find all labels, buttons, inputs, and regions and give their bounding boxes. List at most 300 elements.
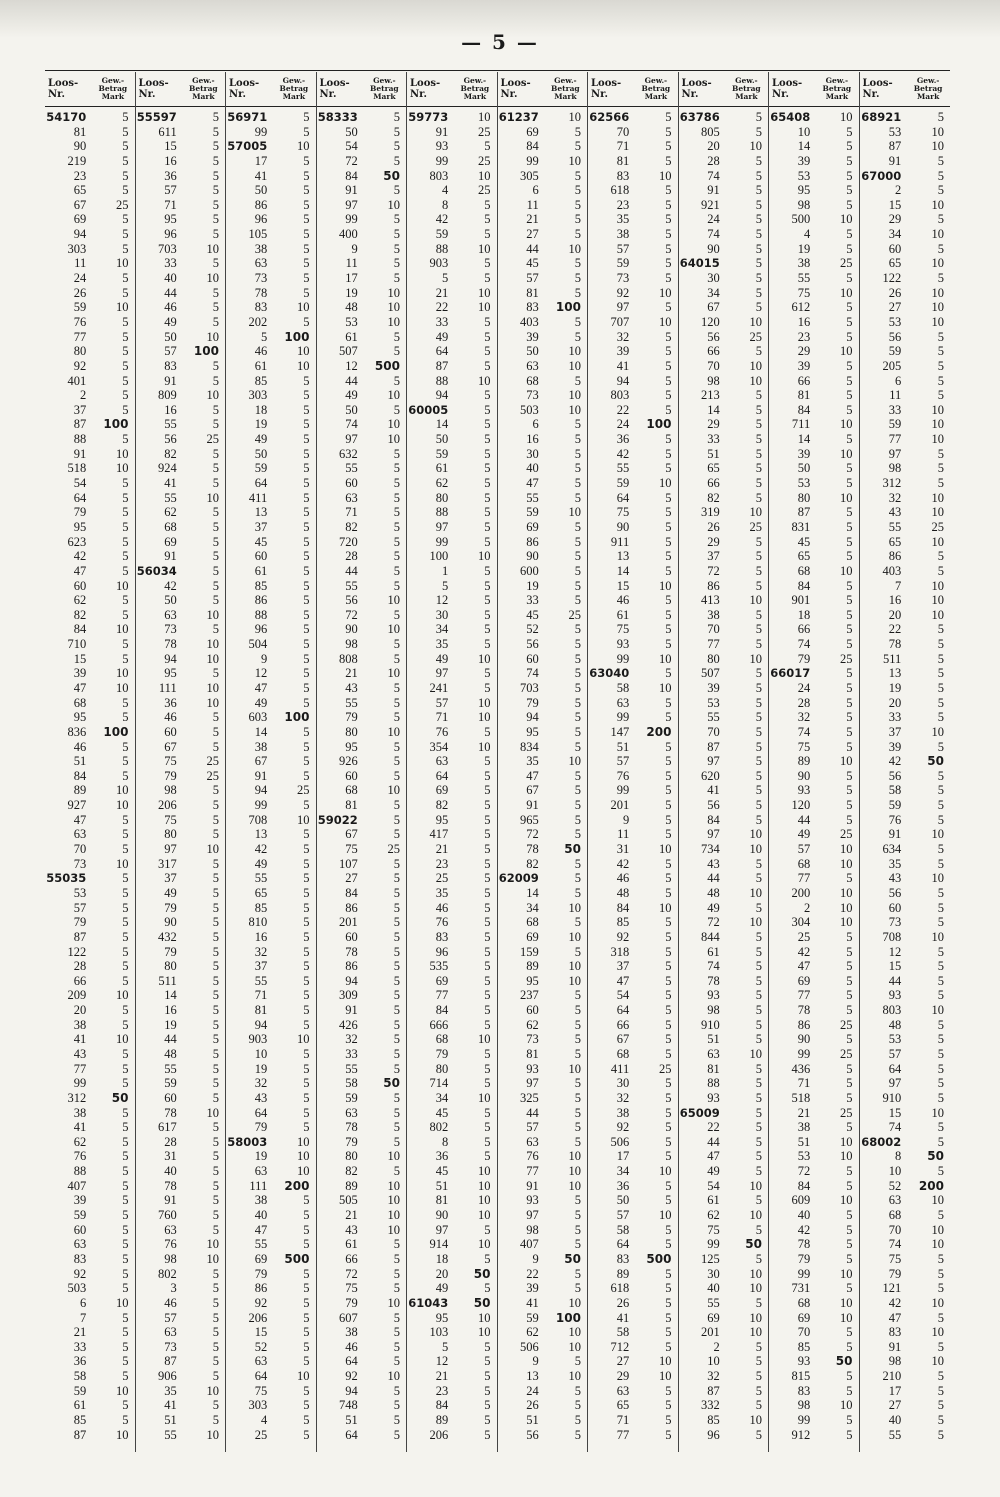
table-row bbox=[588, 725, 678, 740]
lot-number: 77 bbox=[526, 1164, 539, 1179]
prize-amount: 5 bbox=[755, 988, 762, 1003]
prize-amount: 5 bbox=[755, 607, 762, 622]
prize-amount: 5 bbox=[755, 929, 762, 944]
prize-amount: 10 bbox=[477, 739, 491, 754]
lot-number: 12 bbox=[345, 358, 358, 373]
table-row bbox=[226, 505, 316, 520]
prize-amount: 5 bbox=[846, 973, 853, 988]
prize-amount: 5 bbox=[303, 446, 310, 461]
prize-amount: 5 bbox=[212, 871, 219, 886]
table-row bbox=[45, 359, 135, 374]
lot-number: 33 bbox=[707, 432, 720, 447]
lot-number: 710 bbox=[67, 637, 87, 652]
lot-number: 71 bbox=[254, 988, 268, 1003]
table-row bbox=[588, 330, 678, 345]
prize-amount: 5 bbox=[846, 1427, 853, 1442]
table-row bbox=[226, 564, 316, 579]
table-row bbox=[769, 1179, 859, 1194]
lot-number: 99 bbox=[797, 1413, 811, 1428]
prize-amount: 50 bbox=[111, 1090, 129, 1105]
lot-number: 53 bbox=[888, 1032, 902, 1047]
prize-amount: 5 bbox=[574, 739, 581, 754]
prize-amount: 10 bbox=[931, 432, 944, 447]
prize-amount: 5 bbox=[846, 1413, 853, 1428]
lot-number: 19 bbox=[345, 285, 358, 300]
prize-amount: 5 bbox=[846, 798, 853, 813]
lot-number: 46 bbox=[254, 344, 268, 359]
table-row bbox=[226, 1135, 316, 1150]
lot-number: 100 bbox=[429, 549, 449, 564]
table-row bbox=[136, 593, 226, 608]
prize-amount: 5 bbox=[574, 798, 581, 813]
header-gew-betrag: Gew.- Betrag Mark bbox=[370, 76, 399, 101]
lot-number: 70 bbox=[616, 124, 630, 139]
lot-number: 68 bbox=[345, 783, 358, 798]
lot-number: 432 bbox=[157, 929, 177, 944]
prize-amount: 10 bbox=[568, 900, 581, 915]
prize-amount: 5 bbox=[937, 798, 944, 813]
table-row bbox=[498, 271, 588, 286]
lot-number: 59 bbox=[526, 505, 539, 520]
table-row bbox=[45, 461, 135, 476]
prize-amount: 5 bbox=[303, 549, 310, 564]
prize-amount: 5 bbox=[212, 505, 219, 520]
table-row bbox=[588, 403, 678, 418]
table-row bbox=[45, 198, 135, 213]
table-row bbox=[136, 974, 226, 989]
table-row bbox=[407, 447, 497, 462]
lot-number: 75 bbox=[797, 285, 811, 300]
prize-amount: 5 bbox=[212, 1164, 219, 1179]
lot-number: 47 bbox=[616, 973, 630, 988]
lot-number: 70 bbox=[73, 842, 87, 857]
prize-amount: 5 bbox=[393, 1398, 400, 1413]
prize-amount: 5 bbox=[665, 256, 672, 271]
table-row bbox=[588, 1164, 678, 1179]
prize-amount: 10 bbox=[115, 1295, 129, 1310]
prize-amount: 5 bbox=[937, 1369, 944, 1384]
prize-amount: 5 bbox=[122, 1208, 129, 1223]
table-row bbox=[769, 1120, 859, 1135]
prize-amount: 5 bbox=[212, 929, 219, 944]
prize-amount: 5 bbox=[303, 973, 310, 988]
lot-number: 49 bbox=[797, 827, 811, 842]
lot-number: 809 bbox=[157, 388, 177, 403]
lot-number: 75 bbox=[888, 1251, 902, 1266]
table-row bbox=[226, 1398, 316, 1413]
lot-number: 63 bbox=[345, 1105, 358, 1120]
prize-amount: 5 bbox=[393, 1237, 400, 1252]
lot-number: 79 bbox=[73, 505, 87, 520]
prize-amount: 5 bbox=[122, 1266, 129, 1281]
prize-amount: 5 bbox=[846, 1003, 853, 1018]
prize-amount: 5 bbox=[755, 490, 762, 505]
lot-number: 56 bbox=[164, 432, 177, 447]
prize-amount: 10 bbox=[658, 578, 672, 593]
prize-amount: 5 bbox=[303, 256, 310, 271]
lot-number: 10 bbox=[254, 1047, 268, 1061]
table-row bbox=[769, 637, 859, 652]
lot-number: 91 bbox=[526, 1178, 539, 1193]
lot-number: 507 bbox=[700, 666, 720, 681]
table-row bbox=[860, 1325, 951, 1340]
lot-number: 92 bbox=[73, 358, 87, 373]
prize-amount: 10 bbox=[931, 402, 944, 417]
lot-number: 38 bbox=[345, 1325, 358, 1340]
lot-number: 82 bbox=[435, 798, 449, 813]
prize-amount: 10 bbox=[931, 1105, 944, 1120]
prize-amount: 5 bbox=[303, 168, 310, 183]
lot-number: 91 bbox=[707, 183, 720, 198]
lot-number: 35 bbox=[526, 754, 539, 769]
table-row bbox=[860, 1354, 951, 1369]
lot-number: 41 bbox=[164, 1398, 177, 1413]
prize-amount: 5 bbox=[574, 1003, 581, 1018]
prize-amount: 10 bbox=[387, 1369, 400, 1384]
prize-amount: 5 bbox=[665, 695, 672, 710]
prize-amount: 5 bbox=[755, 153, 762, 168]
table-row bbox=[226, 681, 316, 696]
lot-number: 65 bbox=[616, 1398, 630, 1413]
prize-amount: 5 bbox=[665, 139, 672, 154]
lot-number: 58 bbox=[616, 1222, 630, 1237]
prize-amount: 5 bbox=[393, 1310, 400, 1325]
table-row bbox=[136, 579, 226, 594]
table-row bbox=[498, 1047, 588, 1062]
table-row bbox=[226, 798, 316, 813]
lot-number: 79 bbox=[164, 768, 177, 783]
table-row bbox=[498, 154, 588, 169]
lot-number: 620 bbox=[700, 768, 720, 783]
table-row bbox=[860, 652, 951, 667]
table-row bbox=[860, 579, 951, 594]
lot-number: 50 bbox=[164, 329, 177, 344]
table-row bbox=[860, 901, 951, 916]
table-row bbox=[136, 447, 226, 462]
table-row bbox=[860, 1296, 951, 1311]
prize-amount: 5 bbox=[574, 1193, 581, 1208]
prize-amount: 5 bbox=[212, 915, 219, 930]
table-row bbox=[498, 579, 588, 594]
lot-number: 56034 bbox=[136, 563, 177, 578]
lot-number: 53 bbox=[707, 695, 720, 710]
prize-amount: 10 bbox=[931, 1325, 944, 1340]
table-row bbox=[860, 417, 951, 432]
prize-amount: 10 bbox=[749, 314, 762, 329]
prize-amount: 5 bbox=[665, 124, 672, 139]
lot-number: 47 bbox=[707, 1149, 720, 1164]
prize-amount: 5 bbox=[755, 666, 762, 681]
prize-amount: 5 bbox=[846, 1090, 853, 1105]
table-row bbox=[136, 622, 226, 637]
table-row bbox=[679, 1369, 769, 1384]
lot-number: 58 bbox=[616, 680, 630, 695]
table-row bbox=[407, 1281, 497, 1296]
prize-amount: 5 bbox=[212, 417, 219, 432]
lot-number: 72 bbox=[345, 607, 358, 622]
lot-number: 68 bbox=[526, 915, 539, 930]
lot-number: 40 bbox=[164, 271, 177, 286]
table-row bbox=[588, 154, 678, 169]
prize-amount: 5 bbox=[665, 402, 672, 417]
prize-amount: 10 bbox=[296, 1164, 310, 1179]
header-gew-betrag: Gew.- Betrag Mark bbox=[460, 76, 490, 101]
table-row bbox=[679, 315, 769, 330]
table-row bbox=[860, 842, 951, 857]
prize-amount: 5 bbox=[393, 1032, 400, 1047]
prize-amount: 5 bbox=[846, 812, 853, 827]
lot-number: 36 bbox=[164, 695, 177, 710]
lot-number: 27 bbox=[888, 300, 902, 315]
prize-amount: 5 bbox=[755, 1295, 762, 1310]
prize-amount: 25 bbox=[477, 124, 491, 139]
prize-amount: 5 bbox=[937, 1164, 944, 1179]
prize-amount: 5 bbox=[212, 798, 219, 813]
lot-number: 99 bbox=[254, 798, 268, 813]
prize-amount: 5 bbox=[937, 1281, 944, 1296]
prize-amount: 5 bbox=[303, 1281, 310, 1296]
prize-amount: 5 bbox=[665, 227, 672, 242]
table-row bbox=[769, 330, 859, 345]
table-row bbox=[407, 1032, 497, 1047]
prize-amount: 5 bbox=[484, 1061, 491, 1076]
prize-amount: 25 bbox=[749, 329, 762, 344]
table-row bbox=[498, 1311, 588, 1326]
lot-number: 19 bbox=[888, 680, 902, 695]
prize-amount: 10 bbox=[387, 1295, 400, 1310]
lot-number: 901 bbox=[791, 593, 811, 608]
lot-number: 27 bbox=[616, 1354, 630, 1369]
prize-amount: 5 bbox=[393, 1339, 400, 1354]
prize-amount: 5 bbox=[122, 929, 129, 944]
prize-amount: 5 bbox=[212, 314, 219, 329]
prize-amount: 5 bbox=[212, 593, 219, 608]
prize-amount: 25 bbox=[839, 651, 853, 666]
lot-number: 66 bbox=[797, 622, 811, 637]
lot-number: 53 bbox=[888, 314, 902, 329]
prize-amount: 5 bbox=[574, 710, 581, 725]
lot-number: 209 bbox=[67, 988, 87, 1003]
table-row bbox=[136, 827, 226, 842]
table-row bbox=[136, 1208, 226, 1223]
prize-amount: 5 bbox=[846, 1222, 853, 1237]
lot-number: 44 bbox=[707, 871, 720, 886]
table-row bbox=[317, 315, 407, 330]
lot-number: 55 bbox=[254, 973, 268, 988]
prize-amount: 25 bbox=[839, 1047, 853, 1061]
prize-amount: 5 bbox=[212, 153, 219, 168]
lot-number: 52 bbox=[526, 622, 539, 637]
table-row bbox=[498, 330, 588, 345]
lot-number: 54 bbox=[345, 139, 358, 154]
lot-number: 44 bbox=[345, 563, 358, 578]
lot-number: 32 bbox=[888, 490, 902, 505]
table-row bbox=[860, 505, 951, 520]
lot-number: 712 bbox=[610, 1339, 630, 1354]
table-row bbox=[588, 1032, 678, 1047]
lot-number: 27 bbox=[526, 227, 539, 242]
table-row bbox=[498, 1091, 588, 1106]
prize-amount: 5 bbox=[393, 446, 400, 461]
lot-number: 21 bbox=[345, 666, 358, 681]
table-row bbox=[860, 696, 951, 711]
lot-number: 26 bbox=[616, 1295, 630, 1310]
lot-number: 47 bbox=[254, 680, 268, 695]
table-row bbox=[769, 798, 859, 813]
prize-amount: 5 bbox=[484, 271, 491, 286]
prize-amount: 5 bbox=[212, 1354, 219, 1369]
table-row bbox=[679, 198, 769, 213]
lot-number: 50 bbox=[164, 593, 177, 608]
lot-number: 503 bbox=[519, 402, 539, 417]
table-row bbox=[317, 871, 407, 886]
prize-amount: 10 bbox=[296, 1032, 310, 1047]
lot-number: 914 bbox=[429, 1237, 449, 1252]
table-row bbox=[769, 1398, 859, 1413]
prize-amount: 5 bbox=[484, 1134, 491, 1149]
table-row bbox=[679, 769, 769, 784]
lot-number: 121 bbox=[882, 1281, 902, 1296]
lot-number: 99 bbox=[345, 212, 358, 227]
table-row bbox=[317, 286, 407, 301]
table-row bbox=[588, 1354, 678, 1369]
prize-amount: 10 bbox=[477, 1090, 491, 1105]
table-row bbox=[679, 183, 769, 198]
lot-number: 18 bbox=[254, 402, 268, 417]
lot-number: 319 bbox=[700, 505, 720, 520]
header-gew-betrag: Gew.- Betrag Mark bbox=[551, 76, 580, 101]
table-row bbox=[317, 1237, 407, 1252]
table-row bbox=[136, 740, 226, 755]
table-row bbox=[498, 740, 588, 755]
prize-amount: 50 bbox=[473, 1295, 491, 1310]
table-row bbox=[136, 988, 226, 1003]
prize-amount: 5 bbox=[574, 417, 581, 432]
lot-number: 67 bbox=[526, 783, 539, 798]
table-row bbox=[498, 549, 588, 564]
prize-amount: 10 bbox=[477, 110, 491, 124]
lot-number: 95 bbox=[526, 973, 539, 988]
table-row bbox=[679, 1398, 769, 1413]
prize-amount: 10 bbox=[115, 783, 129, 798]
table-row bbox=[136, 901, 226, 916]
lot-number: 98 bbox=[526, 1222, 539, 1237]
lot-number: 55 bbox=[888, 1427, 902, 1442]
table-row bbox=[317, 915, 407, 930]
lot-number: 55 bbox=[164, 490, 177, 505]
table-row bbox=[136, 330, 226, 345]
table-row bbox=[136, 1281, 226, 1296]
prize-amount: 5 bbox=[574, 695, 581, 710]
prize-amount: 5 bbox=[937, 1266, 944, 1281]
prize-amount: 5 bbox=[665, 1047, 672, 1061]
lot-number: 14 bbox=[616, 563, 630, 578]
lot-number: 927 bbox=[67, 798, 87, 813]
prize-amount: 5 bbox=[755, 461, 762, 476]
table-row bbox=[769, 1384, 859, 1399]
table-row bbox=[498, 139, 588, 154]
lot-number: 86 bbox=[797, 1017, 811, 1032]
table-row bbox=[588, 945, 678, 960]
lot-number: 60 bbox=[254, 549, 268, 564]
prize-amount: 5 bbox=[665, 271, 672, 286]
table-row bbox=[679, 1018, 769, 1033]
lot-number: 61 bbox=[616, 607, 630, 622]
header-gew-betrag: Gew.- Betrag Mark bbox=[913, 76, 943, 101]
table-row bbox=[226, 988, 316, 1003]
table-row bbox=[45, 286, 135, 301]
table-row bbox=[136, 520, 226, 535]
lot-number: 25 bbox=[254, 1427, 268, 1442]
prize-amount: 10 bbox=[749, 358, 762, 373]
prize-amount: 5 bbox=[846, 1339, 853, 1354]
lot-number: 43 bbox=[888, 505, 902, 520]
prize-amount: 5 bbox=[937, 476, 944, 491]
prize-amount: 5 bbox=[122, 490, 129, 505]
lot-number: 47 bbox=[73, 563, 87, 578]
prize-amount: 5 bbox=[484, 1369, 491, 1384]
prize-amount: 5 bbox=[393, 1047, 400, 1061]
table-row bbox=[45, 491, 135, 506]
table-row bbox=[226, 886, 316, 901]
lot-number: 506 bbox=[610, 1134, 630, 1149]
prize-amount: 5 bbox=[846, 139, 853, 154]
lot-number: 50 bbox=[254, 446, 268, 461]
table-row bbox=[860, 681, 951, 696]
table-column bbox=[407, 72, 498, 1452]
lot-number: 74 bbox=[888, 1237, 902, 1252]
lot-number: 59 bbox=[888, 417, 902, 432]
table-row bbox=[860, 1003, 951, 1018]
lot-number: 88 bbox=[73, 1164, 87, 1179]
table-row bbox=[226, 388, 316, 403]
prize-amount: 5 bbox=[303, 1208, 310, 1223]
prize-amount: 5 bbox=[846, 666, 853, 681]
prize-amount: 5 bbox=[484, 358, 491, 373]
lot-number: 22 bbox=[435, 300, 449, 315]
table-row bbox=[45, 1325, 135, 1340]
lot-number: 38 bbox=[254, 739, 268, 754]
lot-number: 32 bbox=[707, 1369, 720, 1384]
prize-amount: 5 bbox=[303, 1266, 310, 1281]
table-row bbox=[679, 154, 769, 169]
prize-amount: 5 bbox=[122, 1105, 129, 1120]
prize-amount: 5 bbox=[122, 1193, 129, 1208]
table-row bbox=[860, 1018, 951, 1033]
lot-number: 68 bbox=[164, 519, 177, 534]
prize-amount: 5 bbox=[122, 915, 129, 930]
lot-number: 91 bbox=[345, 1003, 358, 1018]
lot-number: 68 bbox=[73, 695, 87, 710]
table-row bbox=[860, 1252, 951, 1267]
lot-number: 94 bbox=[526, 710, 539, 725]
table-row bbox=[136, 1047, 226, 1062]
table-row bbox=[226, 286, 316, 301]
prize-amount: 5 bbox=[665, 153, 672, 168]
table-row bbox=[679, 813, 769, 828]
lot-number: 63 bbox=[435, 754, 449, 769]
prize-amount: 5 bbox=[665, 915, 672, 930]
header-gew-betrag: Gew.- Betrag Mark bbox=[98, 76, 128, 101]
table-row bbox=[226, 1018, 316, 1033]
table-row bbox=[769, 666, 859, 681]
lot-number: 79 bbox=[435, 1047, 449, 1061]
lot-number: 78 bbox=[797, 1003, 811, 1018]
prize-amount: 5 bbox=[122, 183, 129, 198]
table-row bbox=[407, 1062, 497, 1077]
lot-number: 28 bbox=[707, 153, 720, 168]
table-row bbox=[407, 740, 497, 755]
